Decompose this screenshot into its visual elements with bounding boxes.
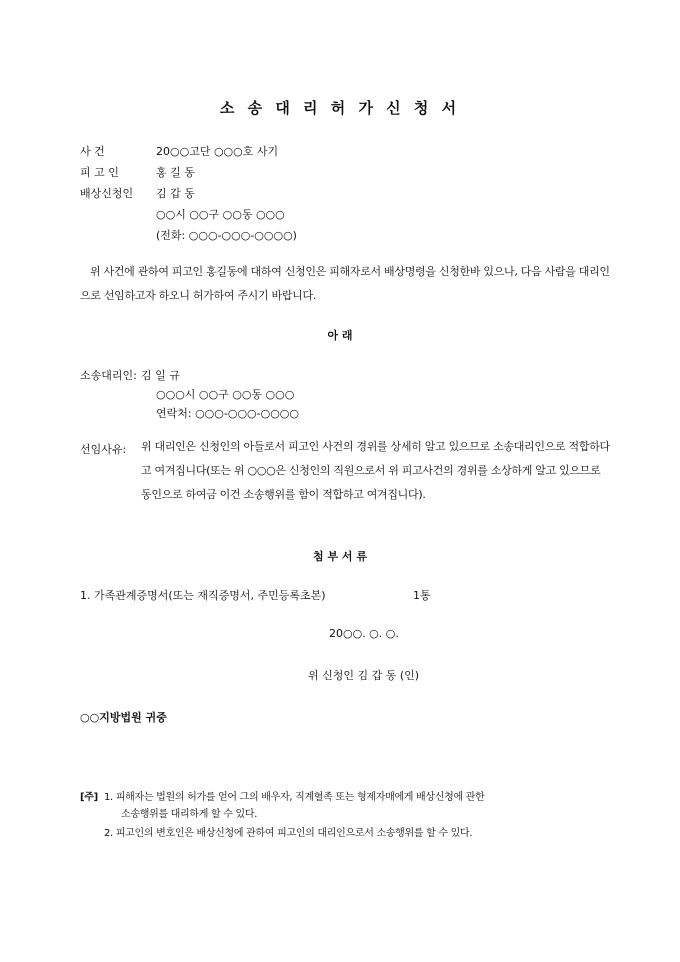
notice-heading: 아 래	[327, 329, 353, 342]
court-addressee: ○○지방법원 귀중	[80, 711, 167, 724]
date: 20○○. ○. ○.	[329, 627, 399, 640]
note-1-line-1: 1. 피해자는 법원의 허가를 얻어 그의 배우자, 직계혈족 또는 형제자매에게 배상신청에 관한	[104, 792, 485, 803]
agent-contact: 연락처: ○○○-○○○-○○○○	[156, 407, 300, 420]
note-2: 2. 피고인의 변호인은 배상신청에 관하여 피고인의 대리인으로서 소송행위를 할 수 있다.	[104, 828, 473, 839]
applicant-value: 김 갑 동	[156, 187, 195, 200]
agent-name: 김 일 규	[141, 369, 180, 382]
intro-paragraph: 위 사건에 관하여 피고인 홍길동에 대하여 신청인은 피해자로서 배상명령을 신청한바 있으나, 다음 사람을 대리인으로 선임하고자 하오니 허가하여 주시기 바랍니다.	[80, 265, 610, 302]
agent-label: 소송대리인:	[80, 369, 137, 382]
note-1-line-2: 소송행위를 대리하게 할 수 있다.	[121, 809, 258, 820]
document-title: 소 송 대 리 허 가 신 청 서	[219, 99, 461, 117]
agent-address: ○○○시 ○○구 ○○동 ○○○	[156, 388, 295, 401]
reason-label: 선임사유:	[80, 443, 127, 456]
applicant-address: ○○시 ○○구 ○○동 ○○○	[156, 208, 285, 221]
applicant-label: 배상신청인	[80, 187, 134, 200]
case-label: 사 건	[80, 145, 105, 158]
attachments-heading: 첨 부 서 류	[313, 550, 367, 563]
note-marker: [주]	[80, 792, 98, 803]
reason-text: 위 대리인은 신청인의 아들로서 피고인 사건의 경위를 상세히 알고 있으므로 소송대리인으로 적합하다고 여겨집니다(또는 위 ○○○은 신청인의 직원으로서 위 피고사건의 경위를 소상하게 알고 있으므로 동인으로 하여금 이건 소송행위를 함이 적합하고 여겨집니다).	[141, 440, 610, 501]
case-value: 20○○고단 ○○○호 사기	[156, 145, 279, 158]
attachment-item: 1. 가족관계증명서(또는 재직증명서, 주민등록초본)	[80, 589, 326, 602]
attachment-count: 1통	[413, 589, 431, 602]
defendant-value: 홍 길 동	[156, 166, 195, 179]
applicant-phone: (전화: ○○○-○○○-○○○○)	[156, 229, 297, 242]
defendant-label: 피 고 인	[80, 166, 119, 179]
signature-line: 위 신청인 김 갑 동 (인)	[308, 669, 420, 682]
